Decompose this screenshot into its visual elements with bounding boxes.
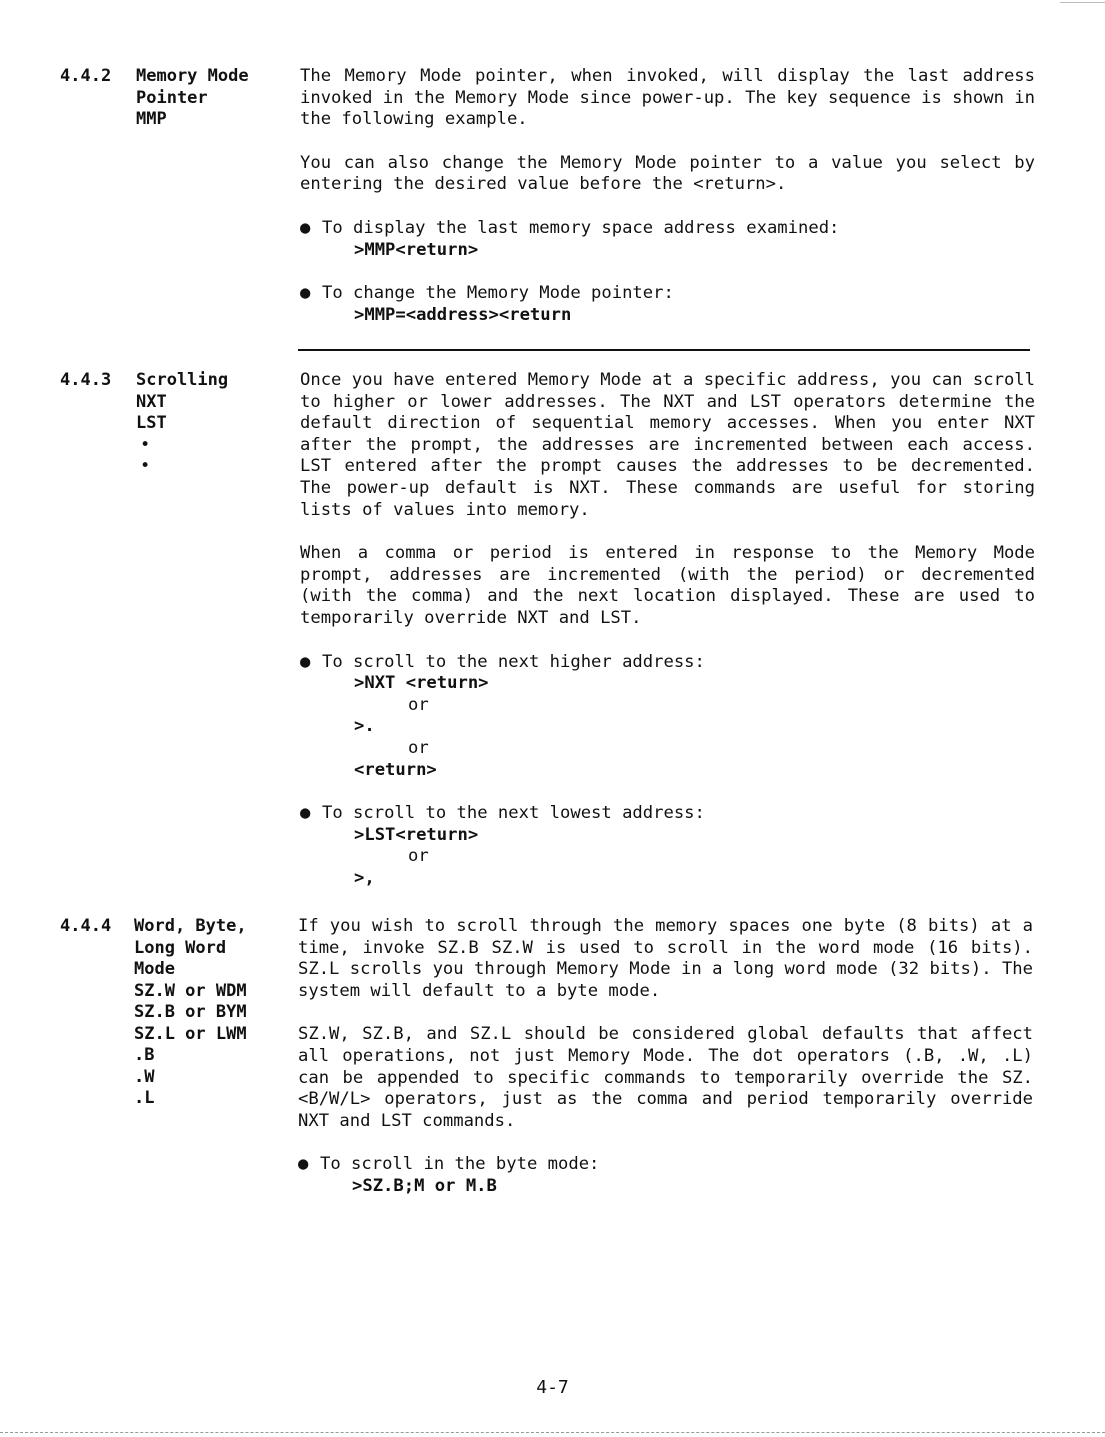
sidebar-term: LST: [136, 413, 167, 433]
sidebar-term: Memory Mode: [136, 66, 249, 86]
section-number: 4.4.4: [60, 916, 112, 936]
sidebar-term: SZ.W or WDM: [134, 980, 247, 1001]
section-divider: [298, 349, 1030, 351]
section-sidebar: [134, 916, 247, 1110]
section-sidebar: [136, 370, 228, 478]
paragraph: Once you have entered Memory Mode at a specific address, you can scroll to higher or lower addresses. The NXT and LST operators determine the default direction of sequential memory accesses. When you enter NXT after the prompt, the addresses are incremented between each access. LST entered after the prompt causes the addresses to be decremented. The power-up default is NXT. These commands are useful for storing lists of values into memory.: [300, 370, 1035, 520]
paragraph: When a comma or period is entered in response to the Memory Mode prompt, addresses are incremented (with the period) or decremented (with the comma) and the next location displayed. These are used to temporarily override NXT and LST.: [300, 543, 1035, 628]
bullet-item: [298, 1154, 1033, 1197]
bullet-text: To scroll in the byte mode:: [320, 1154, 600, 1175]
sidebar-term: Pointer: [136, 87, 208, 108]
bullet-item: [300, 283, 1035, 326]
bullet-text: To scroll to the next lowest address:: [322, 803, 705, 824]
bullet-text: To scroll to the next higher address:: [322, 651, 705, 672]
sidebar-term: MMP: [136, 109, 167, 129]
sidebar-term: •: [140, 456, 151, 476]
command-example: >NXT <return>: [354, 673, 489, 694]
bullet-icon: ●: [300, 283, 311, 304]
section-number: 4.4.3: [60, 370, 112, 390]
section-sidebar: [136, 66, 249, 131]
sidebar-term: •: [140, 434, 151, 455]
bullet-icon: ●: [300, 803, 311, 824]
paragraph: SZ.W, SZ.B, and SZ.L should be considered global defaults that affect all operations, not just Memory Mode. The dot operators (.B, .W, .L) can be appended to specific commands to temporarily override the SZ.<B/W/L> operators, just as the comma and period temporarily override NXT and LST commands.: [298, 1024, 1033, 1131]
bullet-icon: ●: [298, 1154, 309, 1175]
paragraph: If you wish to scroll through the memory spaces one byte (8 bits) at a time, invoke SZ.B SZ.W is used to scroll in the word mode (16 bits). SZ.L scrolls you through Memory Mode in a long word mode (32 bits). The system will default to a byte mode.: [298, 916, 1033, 1001]
bullet-text: To display the last memory space address examined:: [322, 217, 840, 238]
command-example: >,: [354, 867, 375, 888]
or-separator: or: [408, 737, 429, 758]
sidebar-term: .L: [134, 1088, 155, 1108]
sidebar-term: SZ.L or LWM: [134, 1023, 247, 1044]
bullet-text: To change the Memory Mode pointer:: [322, 283, 674, 304]
command-example: <return>: [354, 759, 437, 780]
paragraph: You can also change the Memory Mode pointer to a value you select by entering the desired value before the <return>.: [300, 152, 1035, 195]
section-body: [300, 66, 1035, 348]
page-number: 4-7: [536, 1377, 569, 1398]
bullet-item: [300, 218, 1035, 261]
sidebar-term: SZ.B or BYM: [134, 1002, 247, 1022]
sidebar-term: Mode: [134, 959, 175, 979]
sidebar-term: Long Word: [134, 937, 227, 958]
bottom-edge-mark: [0, 1432, 1105, 1433]
paragraph: The Memory Mode pointer, when invoked, will display the last address invoked in the Memory Mode since power-up. The key sequence is shown in the following example.: [300, 66, 1035, 130]
command-example: >MMP<return>: [354, 239, 479, 260]
sidebar-term: .W: [134, 1066, 155, 1087]
bullet-item: [300, 652, 1035, 782]
command-example: >SZ.B;M or M.B: [352, 1175, 497, 1196]
sidebar-term: NXT: [136, 391, 167, 412]
section-body: [298, 916, 1033, 1220]
bullet-item: [300, 803, 1035, 889]
or-separator: or: [408, 846, 429, 867]
command-example: >.: [354, 716, 375, 737]
command-example: >MMP=<address><return: [354, 304, 572, 325]
command-example: >LST<return>: [354, 824, 479, 845]
or-separator: or: [408, 694, 429, 715]
top-edge-mark: [1060, 2, 1105, 3]
section-body: [300, 370, 1035, 911]
bullet-icon: ●: [300, 217, 311, 238]
sidebar-term: .B: [134, 1045, 155, 1065]
sidebar-term: Scrolling: [136, 370, 229, 390]
section-number: 4.4.2: [60, 66, 112, 86]
bullet-icon: ●: [300, 651, 311, 672]
sidebar-term: Word, Byte,: [134, 916, 247, 936]
